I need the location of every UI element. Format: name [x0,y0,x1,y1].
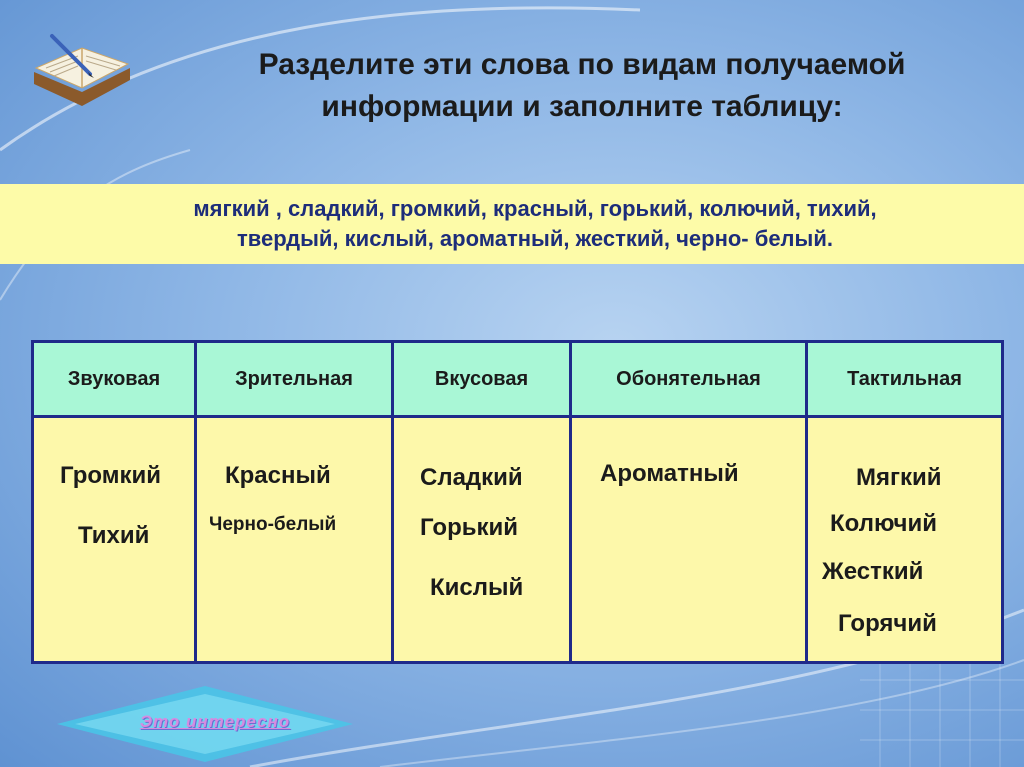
header-visual: Зрительная [196,342,393,417]
word-list-line-1: мягкий , сладкий, громкий, красный, горький, колючий, тихий, [193,196,877,221]
open-book-icon [28,28,136,112]
table-header-row [33,342,1003,417]
header-smell: Обонятельная [571,342,807,417]
word-item: Мягкий [856,464,942,491]
word-item: Колючий [830,510,937,537]
word-item: Черно-белый [209,514,337,535]
title-line-2: информации и заполните таблицу: [321,90,843,123]
table-body-row [33,417,1003,663]
page-title [152,44,1012,128]
word-item: Горький [420,514,519,541]
classification-table [31,340,1001,664]
header-taste: Вкусовая [393,342,571,417]
fact-link[interactable]: Это интересно [139,712,291,731]
cell-visual [196,417,393,663]
word-item: Ароматный [600,460,739,487]
title-line-1: Разделите эти слова по видам получаемой [258,48,906,81]
cell-sound [33,417,196,663]
cell-smell [571,417,807,663]
word-list [70,194,1000,254]
word-item: Красный [225,462,331,489]
word-item: Сладкий [420,464,523,491]
header-sound: Звуковая [33,342,196,417]
word-item: Горячий [838,610,937,637]
word-item: Тихий [78,522,150,549]
word-list-band [0,184,1024,264]
word-item: Жесткий [822,558,924,585]
word-item: Кислый [430,574,524,601]
word-item: Громкий [60,462,161,489]
cell-touch [807,417,1003,663]
cell-taste [393,417,571,663]
header-touch: Тактильная [807,342,1003,417]
word-list-line-2: твердый, кислый, ароматный, жесткий, черно- белый. [237,226,833,251]
